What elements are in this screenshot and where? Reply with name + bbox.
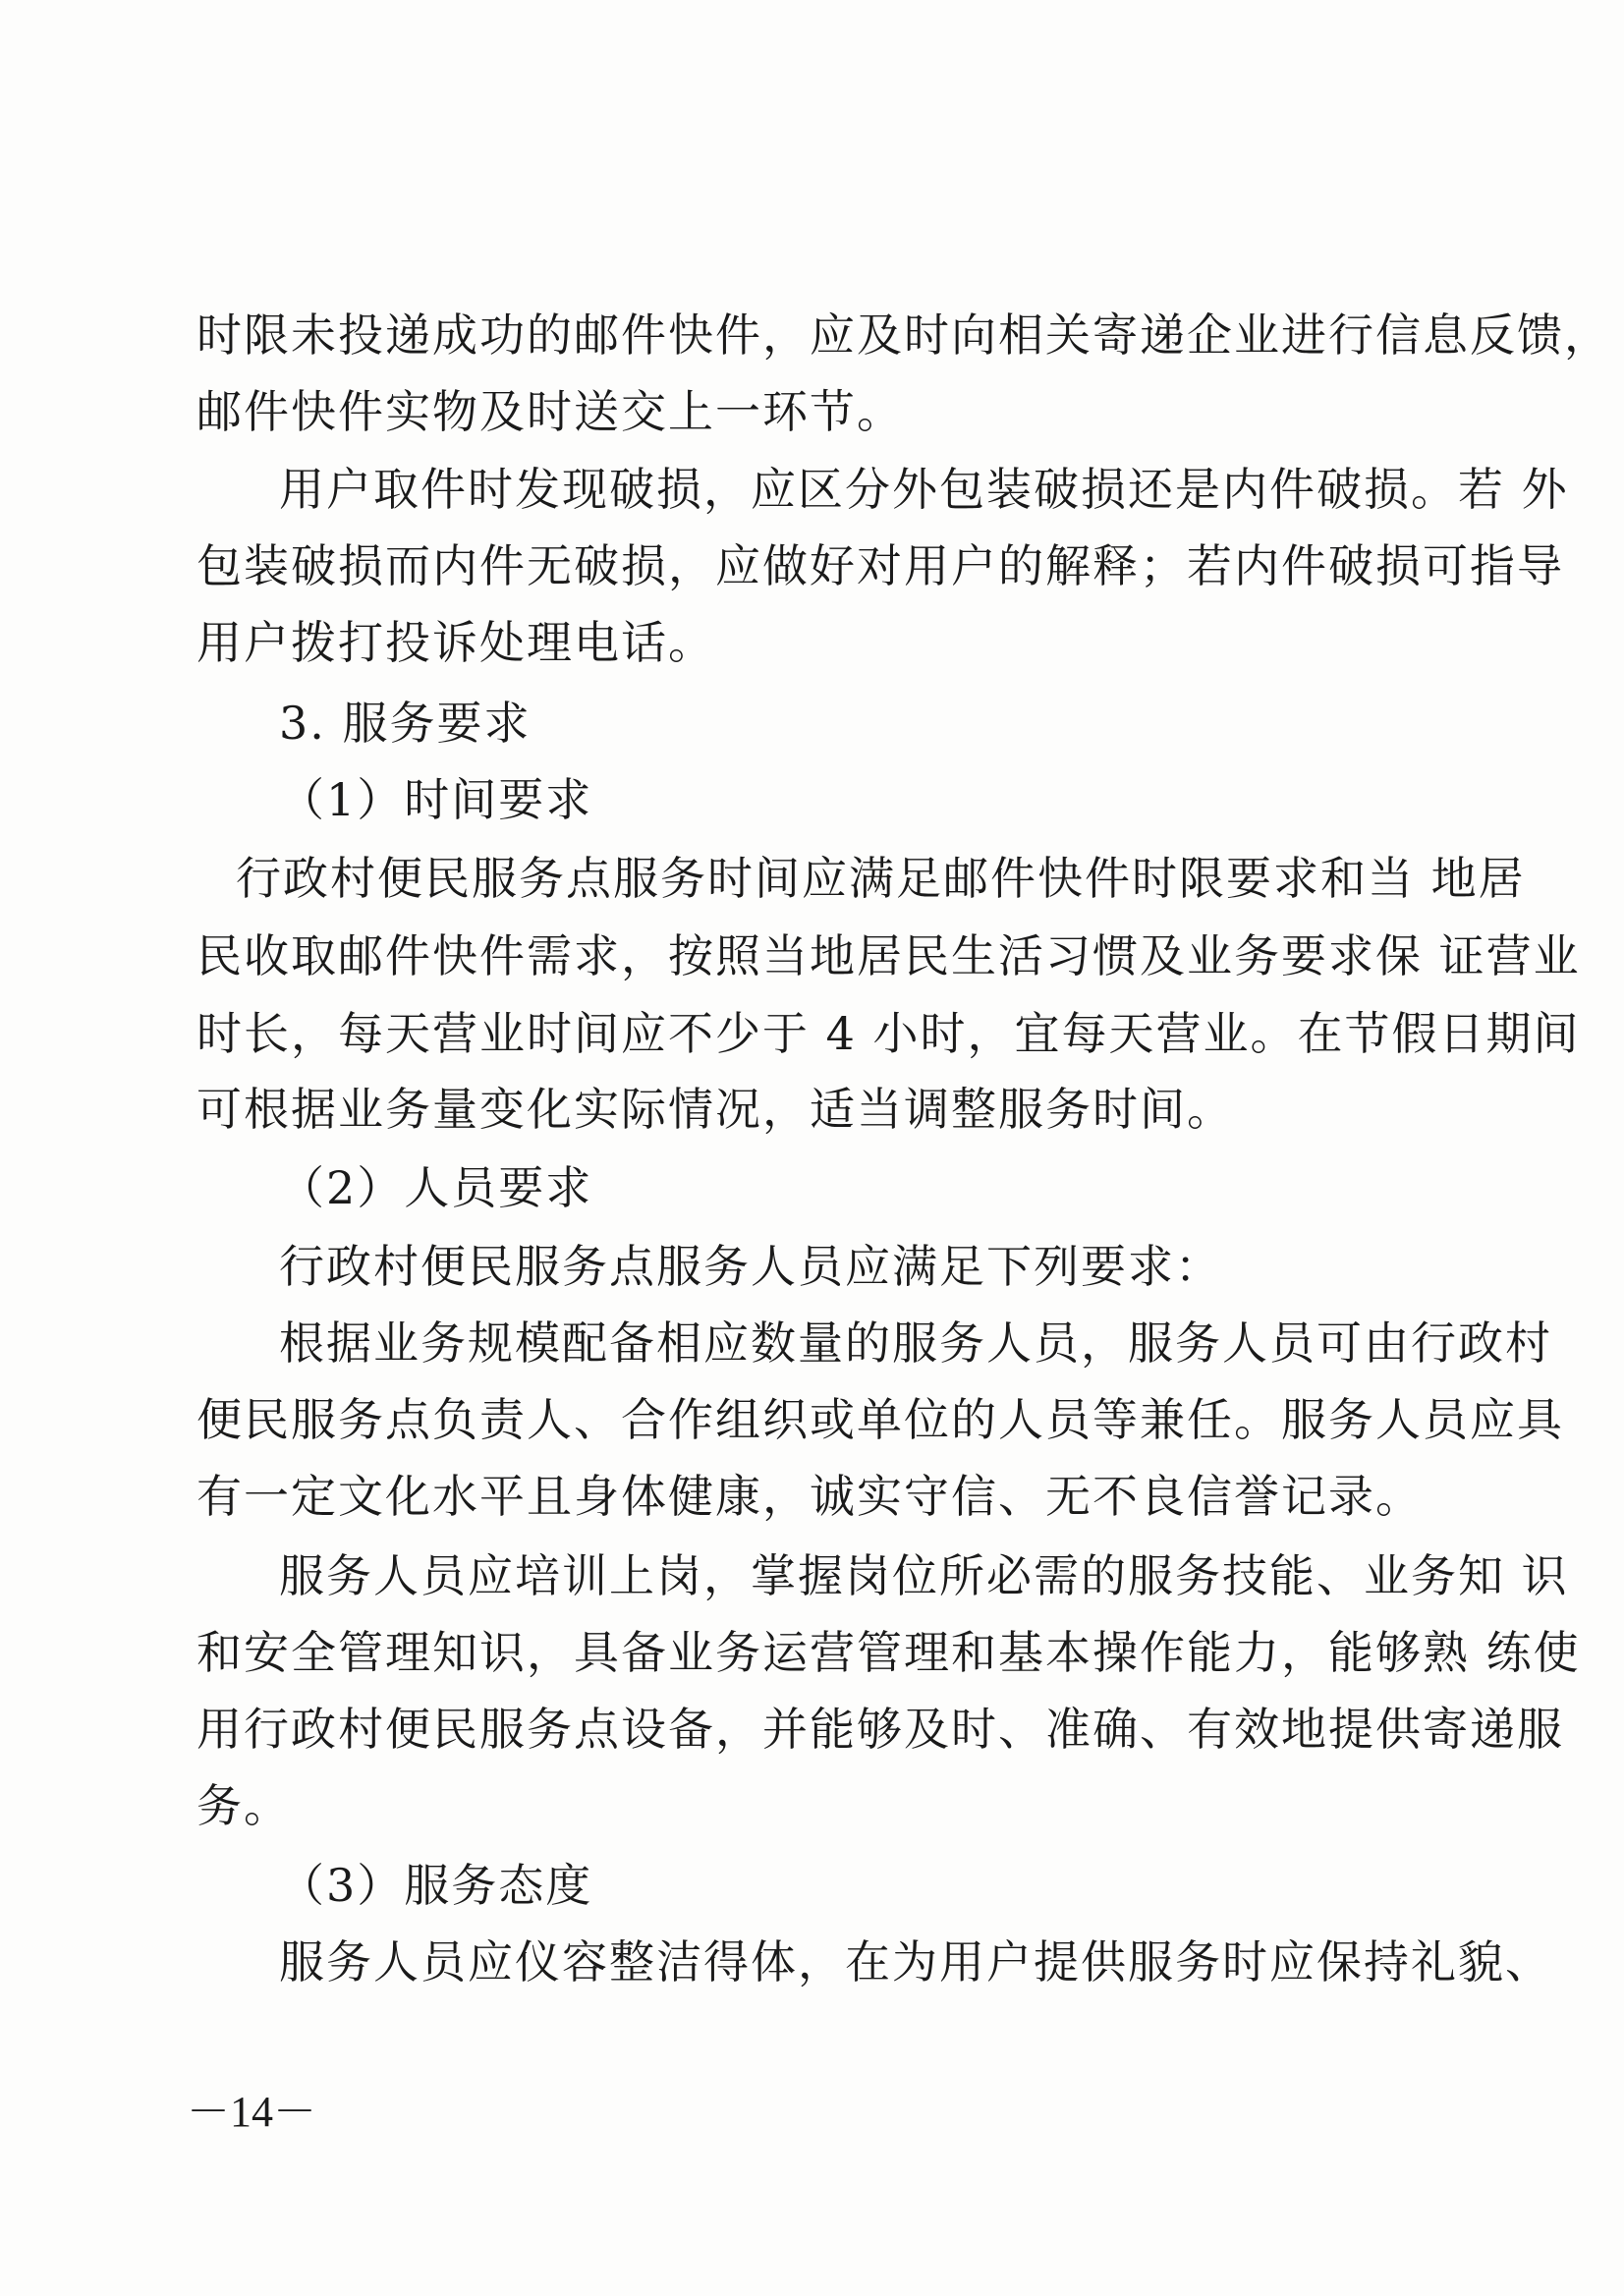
- section-heading: 3. 服务要求: [279, 697, 532, 750]
- text-line: 用行政村便民服务点设备，并能够及时、准确、有效地提供寄递服: [196, 1703, 1564, 1756]
- text-line: 用户拨打投诉处理电话。: [196, 616, 715, 669]
- text-line: 和安全管理知识，具备业务运营管理和基本操作能力，能够熟 练使: [196, 1626, 1581, 1679]
- text-line: 便民服务点负责人、合作组织或单位的人员等兼任。服务人员应具: [196, 1393, 1564, 1446]
- text-line: 时限未投递成功的邮件快件，应及时向相关寄递企业进行信息反馈，: [196, 308, 1611, 362]
- text-line: 根据业务规模配备相应数量的服务人员，服务人员可由行政村: [279, 1316, 1552, 1370]
- text-line: 可根据业务量变化实际情况，适当调整服务时间。: [196, 1083, 1234, 1136]
- subsection-heading: （2）人员要求: [279, 1161, 593, 1214]
- text-line: 包装破损而内件无破损，应做好对用户的解释；若内件破损可指导: [196, 539, 1564, 592]
- subsection-heading: （1）时间要求: [279, 773, 593, 826]
- text-line: 有一定文化水平且身体健康，诚实守信、无不良信誉记录。: [196, 1470, 1423, 1523]
- text-line: 行政村便民服务点服务时间应满足邮件快件时限要求和当 地居: [236, 852, 1526, 905]
- text-line: 用户取件时发现破损，应区分外包装破损还是内件破损。若 外: [279, 463, 1569, 516]
- text-line: 行政村便民服务点服务人员应满足下列要求：: [279, 1240, 1222, 1293]
- text-line: 服务人员应培训上岗，掌握岗位所必需的服务技能、业务知 识: [279, 1549, 1569, 1602]
- text-line: 务。: [196, 1779, 291, 1832]
- text-line: 邮件快件实物及时送交上一环节。: [196, 385, 904, 438]
- text-line: 服务人员应仪容整洁得体，在为用户提供服务时应保持礼貌、: [279, 1935, 1552, 1988]
- page-number: －14－: [187, 2088, 316, 2136]
- subsection-heading: （3）服务态度: [279, 1859, 593, 1912]
- text-line: 时长，每天营业时间应不少于 4 小时，宜每天营业。在节假日期间: [196, 1007, 1581, 1060]
- text-line: 民收取邮件快件需求，按照当地居民生活习惯及业务要求保 证营业: [196, 929, 1581, 982]
